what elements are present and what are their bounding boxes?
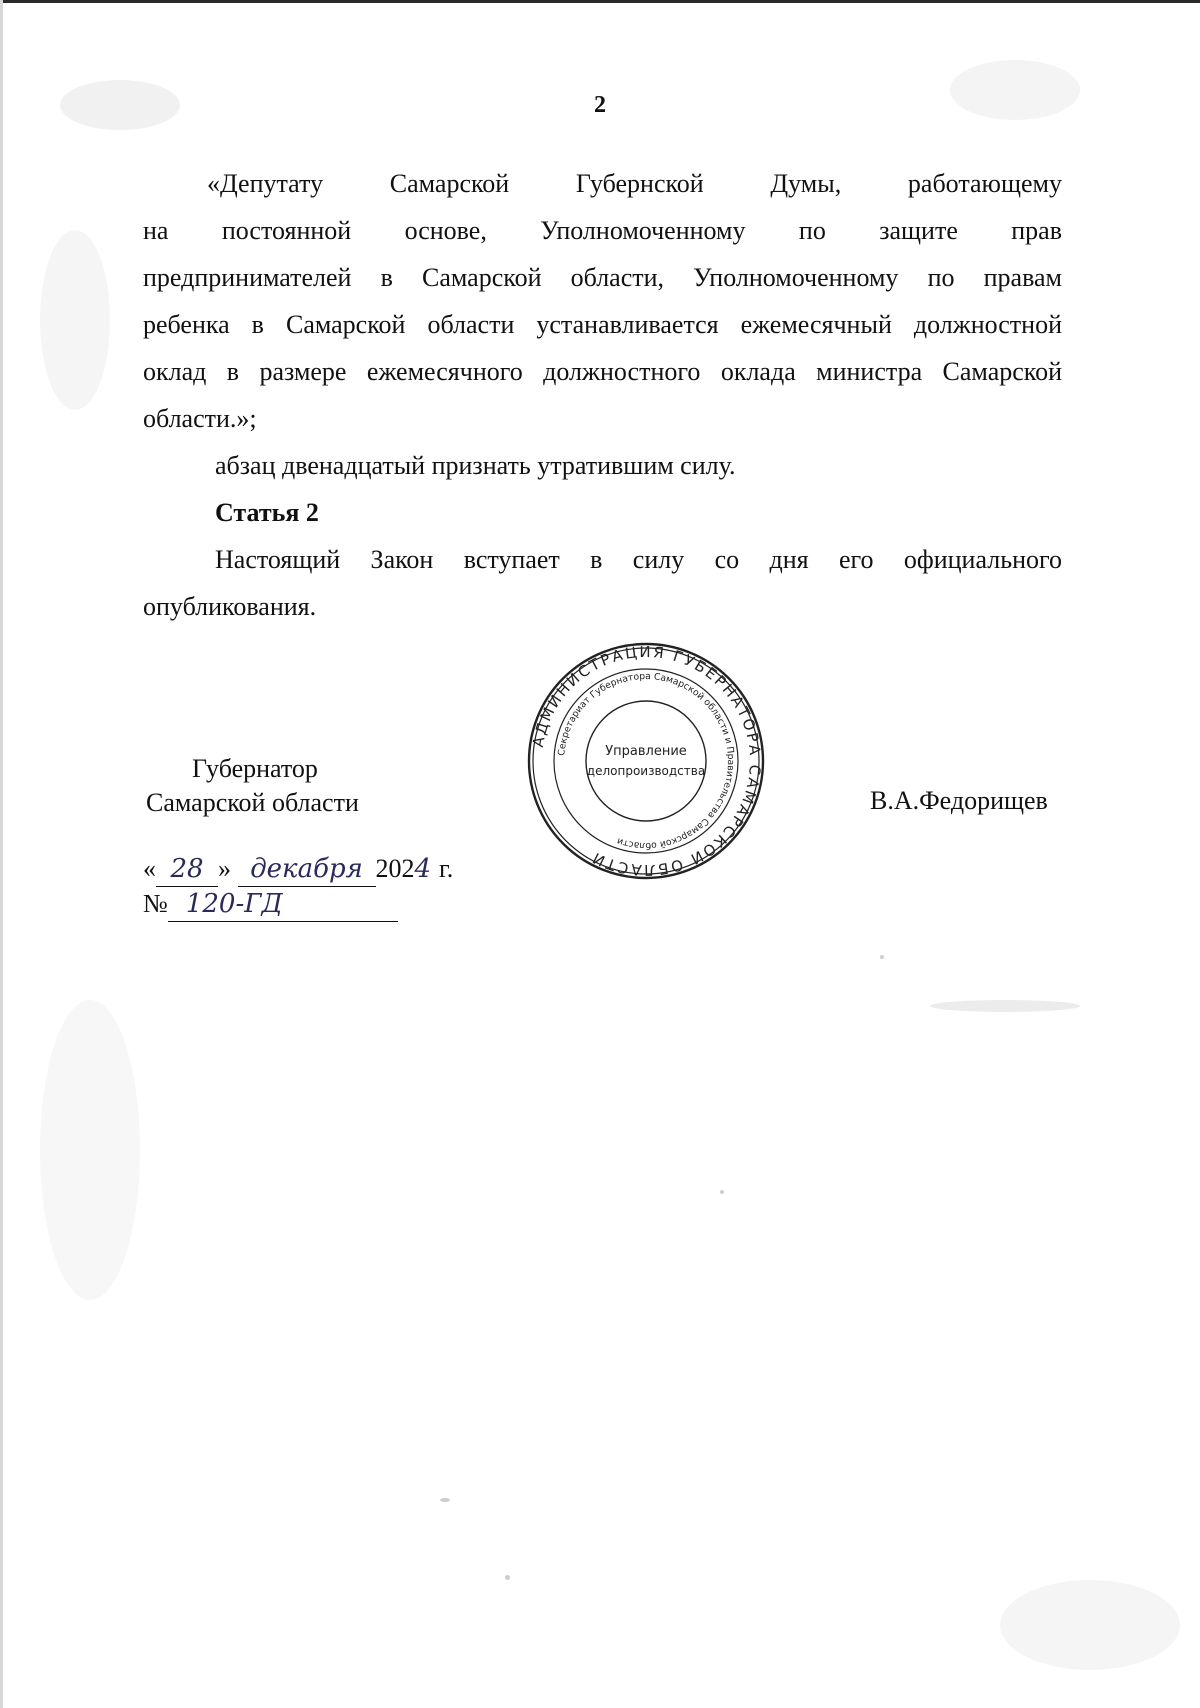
paragraph-2: абзац двенадцатый признать утратившим силу. [215, 451, 736, 480]
scan-speck [40, 1000, 140, 1300]
handwritten-law-number: 120-ГД [168, 887, 398, 922]
text-line: оклад в размере ежемесячного должностного оклада министра Самарской [143, 357, 1062, 386]
signing-date-block [143, 852, 453, 922]
handwritten-year-digit: 4 [414, 854, 432, 884]
handwritten-day: 28 [156, 852, 218, 887]
date-close-quote: » [218, 854, 231, 883]
official-seal [525, 640, 767, 882]
text-line: предпринимателей в Самарской области, Уполномоченному по правам [143, 263, 1062, 292]
seal-outer-ring-textpath: АДМИНИСТРАЦИЯ ГУБЕРНАТОРА САМАРСКОЙ ОБЛАСТИ [528, 642, 765, 880]
signatory-position [146, 752, 359, 820]
paragraph-1 [143, 160, 1062, 630]
scan-speck [40, 230, 110, 410]
seal-center-line-1: Управление [605, 744, 687, 759]
seal-inner-ring-textpath: Секретариат Губернатора Самарской области и Правительства Самарской области [556, 670, 737, 852]
seal-middle-circle [554, 669, 738, 853]
text-line: области.»; [143, 404, 257, 433]
scan-top-edge [0, 0, 1200, 3]
year-prefix: 202 [375, 854, 415, 883]
position-line: Самарской области [146, 788, 359, 817]
seal-center-circle [586, 701, 706, 821]
date-open-quote: « [143, 854, 156, 883]
number-sign: № [143, 889, 168, 918]
scan-speck [880, 955, 884, 959]
scan-speck [440, 1498, 450, 1502]
law-number-line [143, 887, 453, 922]
article-heading: Статья 2 [215, 498, 319, 527]
year-suffix: г. [439, 854, 454, 883]
seal-inner-ring-text [556, 671, 736, 851]
text-line: на постоянной основе, Уполномоченному по защите прав [143, 216, 1062, 245]
page-number: 2 [594, 92, 606, 118]
text-line: ребенка в Самарской области устанавливается ежемесячный должностной [143, 310, 1062, 339]
signatory-name: В.А.Федорищев [870, 786, 1048, 815]
seal-center-line-2: делопроизводства [586, 764, 706, 778]
scan-speck [505, 1575, 510, 1580]
position-line: Губернатор [192, 754, 318, 783]
scan-left-edge [0, 0, 3, 1708]
scan-speck [950, 60, 1080, 120]
text-line: опубликования. [143, 592, 317, 621]
handwritten-month: декабря [238, 852, 376, 887]
text-line: Настоящий Закон вступает в силу со дня его официального [215, 545, 1062, 574]
scan-speck [60, 80, 180, 130]
scan-speck [1000, 1580, 1180, 1670]
scan-speck [720, 1190, 724, 1194]
scan-speck [930, 1000, 1080, 1012]
signing-date-line [143, 852, 453, 887]
text-line: «Депутату Самарской Губернской Думы, работающему [207, 169, 1062, 198]
